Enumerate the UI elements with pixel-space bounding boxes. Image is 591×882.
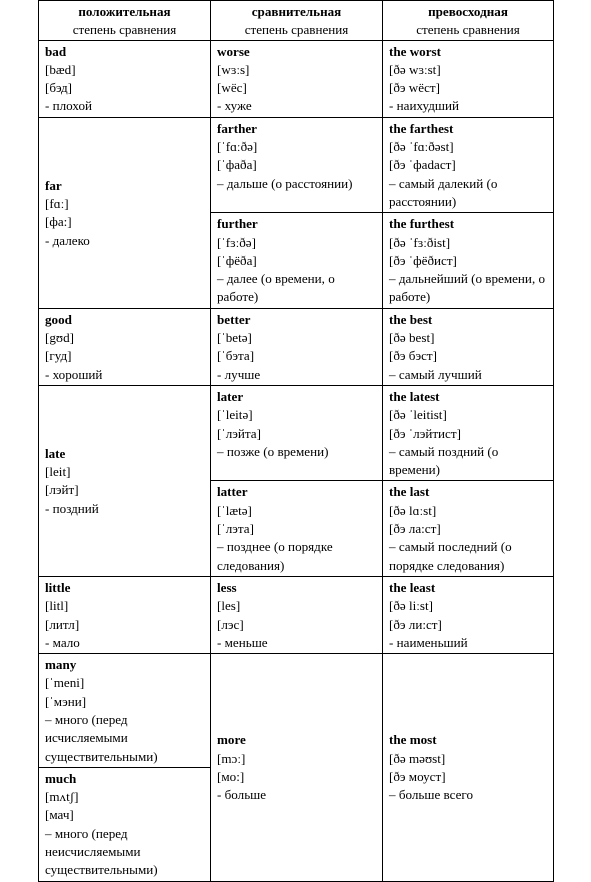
- word: worse: [217, 43, 250, 59]
- translation: - меньше: [217, 634, 268, 650]
- translation: - далеко: [45, 232, 90, 248]
- word: good: [45, 311, 72, 327]
- word: less: [217, 579, 237, 595]
- table-row: [39, 117, 554, 212]
- translation: – далее (о времени, о работе): [217, 271, 335, 305]
- translation: – самый последний (о порядке следования): [389, 539, 512, 573]
- transcription: [ˈlætə]: [217, 502, 252, 518]
- russian-transcription: [ðэ ˈлэйтист]: [389, 425, 461, 441]
- translation: – позднее (о порядке следования): [217, 539, 333, 573]
- translation: – дальше (о расстоянии): [217, 175, 353, 191]
- cell-latest-superlative: [383, 385, 554, 480]
- translation: - наименьший: [389, 634, 468, 650]
- word: the furthest: [389, 216, 455, 232]
- cell-most-superlative: [383, 654, 554, 882]
- transcription: [ðə liːst]: [389, 598, 433, 614]
- word: later: [217, 388, 244, 404]
- translation: – дальнейший (о времени, о работе): [389, 271, 546, 305]
- translation: – много (перед неисчисляемыми существительными): [45, 825, 158, 878]
- comparison-degrees-table: [38, 0, 554, 882]
- cell-last-superlative: [383, 481, 554, 576]
- transcription: [mɔː]: [217, 750, 246, 766]
- transcription: [ˈfɜːðə]: [217, 234, 256, 250]
- transcription: [leit]: [45, 464, 71, 480]
- translation: - хуже: [217, 98, 252, 114]
- translation: - хороший: [45, 366, 103, 382]
- header-row: [39, 1, 554, 41]
- russian-transcription: [ðэ ла:ст]: [389, 521, 441, 537]
- cell-later-comparative: [211, 385, 383, 480]
- cell-least-superlative: [383, 576, 554, 653]
- transcription: [ˈleitə]: [217, 407, 253, 423]
- russian-transcription: [ðэ ˈфаdаст]: [389, 157, 456, 173]
- russian-transcription: [wёс]: [217, 80, 247, 96]
- transcription: [mʌtʃ]: [45, 789, 79, 805]
- transcription: [ˈfɑːðə]: [217, 139, 258, 155]
- translation: – самый лучший: [389, 366, 482, 382]
- cell-best-superlative: [383, 308, 554, 385]
- transcription: [bæd]: [45, 61, 76, 77]
- cell-further-comparative: [211, 213, 383, 308]
- header-subtitle: степень сравнения: [244, 22, 349, 38]
- russian-transcription: [гуд]: [45, 348, 72, 364]
- cell-many-positive: [39, 654, 211, 768]
- translation: – больше всего: [389, 787, 474, 803]
- header-positive: [39, 1, 211, 41]
- cell-far-positive: [39, 117, 211, 308]
- cell-farthest-superlative: [383, 117, 554, 212]
- header-comparative: [211, 1, 383, 41]
- translation: - плохой: [45, 98, 92, 114]
- translation: – самый далекий (о расстоянии): [389, 175, 498, 209]
- cell-bad-superlative: [383, 40, 554, 117]
- transcription: [ˈmeni]: [45, 675, 85, 691]
- word: little: [45, 579, 71, 595]
- translation: - наихудший: [389, 98, 459, 114]
- transcription: [fɑː]: [45, 195, 69, 211]
- transcription: [ðə məʊst]: [389, 750, 446, 766]
- russian-transcription: [мо:]: [217, 768, 245, 784]
- header-subtitle: степень сравнения: [416, 22, 520, 38]
- russian-transcription: [ˈлэта]: [217, 521, 254, 537]
- cell-less-comparative: [211, 576, 383, 653]
- transcription: [litl]: [45, 598, 69, 614]
- transcription: [gʊd]: [45, 330, 75, 346]
- russian-transcription: [ðэ бэст]: [389, 348, 437, 364]
- table-row: [39, 654, 554, 768]
- russian-transcription: [фа:]: [45, 214, 72, 230]
- word: farther: [217, 120, 257, 136]
- header-superlative: [383, 1, 554, 41]
- transcription: [ðə ˈfɑːðəst]: [389, 139, 454, 155]
- russian-transcription: [ˈбэта]: [217, 348, 255, 364]
- word: more: [217, 732, 246, 748]
- russian-transcription: [ðэ wёст]: [389, 80, 440, 96]
- russian-transcription: [ˈлэйта]: [217, 425, 261, 441]
- word: the worst: [389, 43, 441, 59]
- russian-transcription: [ˈфаða]: [217, 157, 257, 173]
- transcription: [ˈbetə]: [217, 330, 252, 346]
- transcription: [wɜːs]: [217, 61, 250, 77]
- word: the least: [389, 579, 436, 595]
- russian-transcription: [ðэ ˈфёðист]: [389, 252, 457, 268]
- word: better: [217, 311, 251, 327]
- transcription: [ðə best]: [389, 330, 435, 346]
- translation: - поздний: [45, 500, 99, 516]
- word: the farthest: [389, 120, 454, 136]
- word: late: [45, 445, 66, 461]
- transcription: [les]: [217, 598, 241, 614]
- cell-much-positive: [39, 767, 211, 881]
- cell-latter-comparative: [211, 481, 383, 576]
- cell-good-positive: [39, 308, 211, 385]
- russian-transcription: [бэд]: [45, 80, 72, 96]
- translation: – самый поздний (о времени): [389, 443, 499, 478]
- word: far: [45, 177, 62, 193]
- russian-transcription: [литл]: [45, 616, 80, 632]
- table-row: [39, 308, 554, 385]
- cell-bad-comparative: [211, 40, 383, 117]
- cell-bad-positive: [39, 40, 211, 117]
- translation: - больше: [217, 787, 267, 803]
- table-row: [39, 576, 554, 653]
- translation: - лучше: [217, 366, 261, 382]
- russian-transcription: [ˈфёða]: [217, 252, 257, 268]
- header-title: превосходная: [428, 4, 508, 19]
- cell-little-positive: [39, 576, 211, 653]
- word: the best: [389, 311, 433, 327]
- transcription: [ðə lɑːst]: [389, 502, 437, 518]
- cell-more-comparative: [211, 654, 383, 882]
- header-subtitle: степень сравнения: [72, 22, 177, 38]
- word: the last: [389, 484, 430, 500]
- table-row: [39, 385, 554, 480]
- russian-transcription: [ðэ ли:ст]: [389, 616, 442, 632]
- header-title: положительная: [78, 4, 171, 19]
- russian-transcription: [ðэ моуст]: [389, 768, 446, 784]
- translation: - мало: [45, 634, 80, 650]
- transcription: [ðə ˈleitist]: [389, 407, 447, 423]
- translation: – позже (о времени): [217, 443, 329, 459]
- russian-transcription: [лэс]: [217, 616, 244, 632]
- header-title: сравнительная: [251, 4, 342, 19]
- cell-better-comparative: [211, 308, 383, 385]
- transcription: [ðə ˈfɜːðist]: [389, 234, 451, 250]
- translation: – много (перед исчисляемыми существительными): [45, 711, 158, 764]
- word: the latest: [389, 388, 440, 404]
- word: many: [45, 657, 77, 673]
- cell-late-positive: [39, 385, 211, 576]
- word: further: [217, 216, 258, 232]
- cell-farther-comparative: [211, 117, 383, 212]
- russian-transcription: [мач]: [45, 807, 74, 823]
- word: the most: [389, 732, 437, 748]
- word: bad: [45, 43, 67, 59]
- table-row: [39, 40, 554, 117]
- russian-transcription: [лэйт]: [45, 482, 79, 498]
- transcription: [ðə wɜːst]: [389, 61, 441, 77]
- word: much: [45, 770, 77, 786]
- russian-transcription: [ˈмэни]: [45, 693, 87, 709]
- word: latter: [217, 484, 248, 500]
- cell-furthest-superlative: [383, 213, 554, 308]
